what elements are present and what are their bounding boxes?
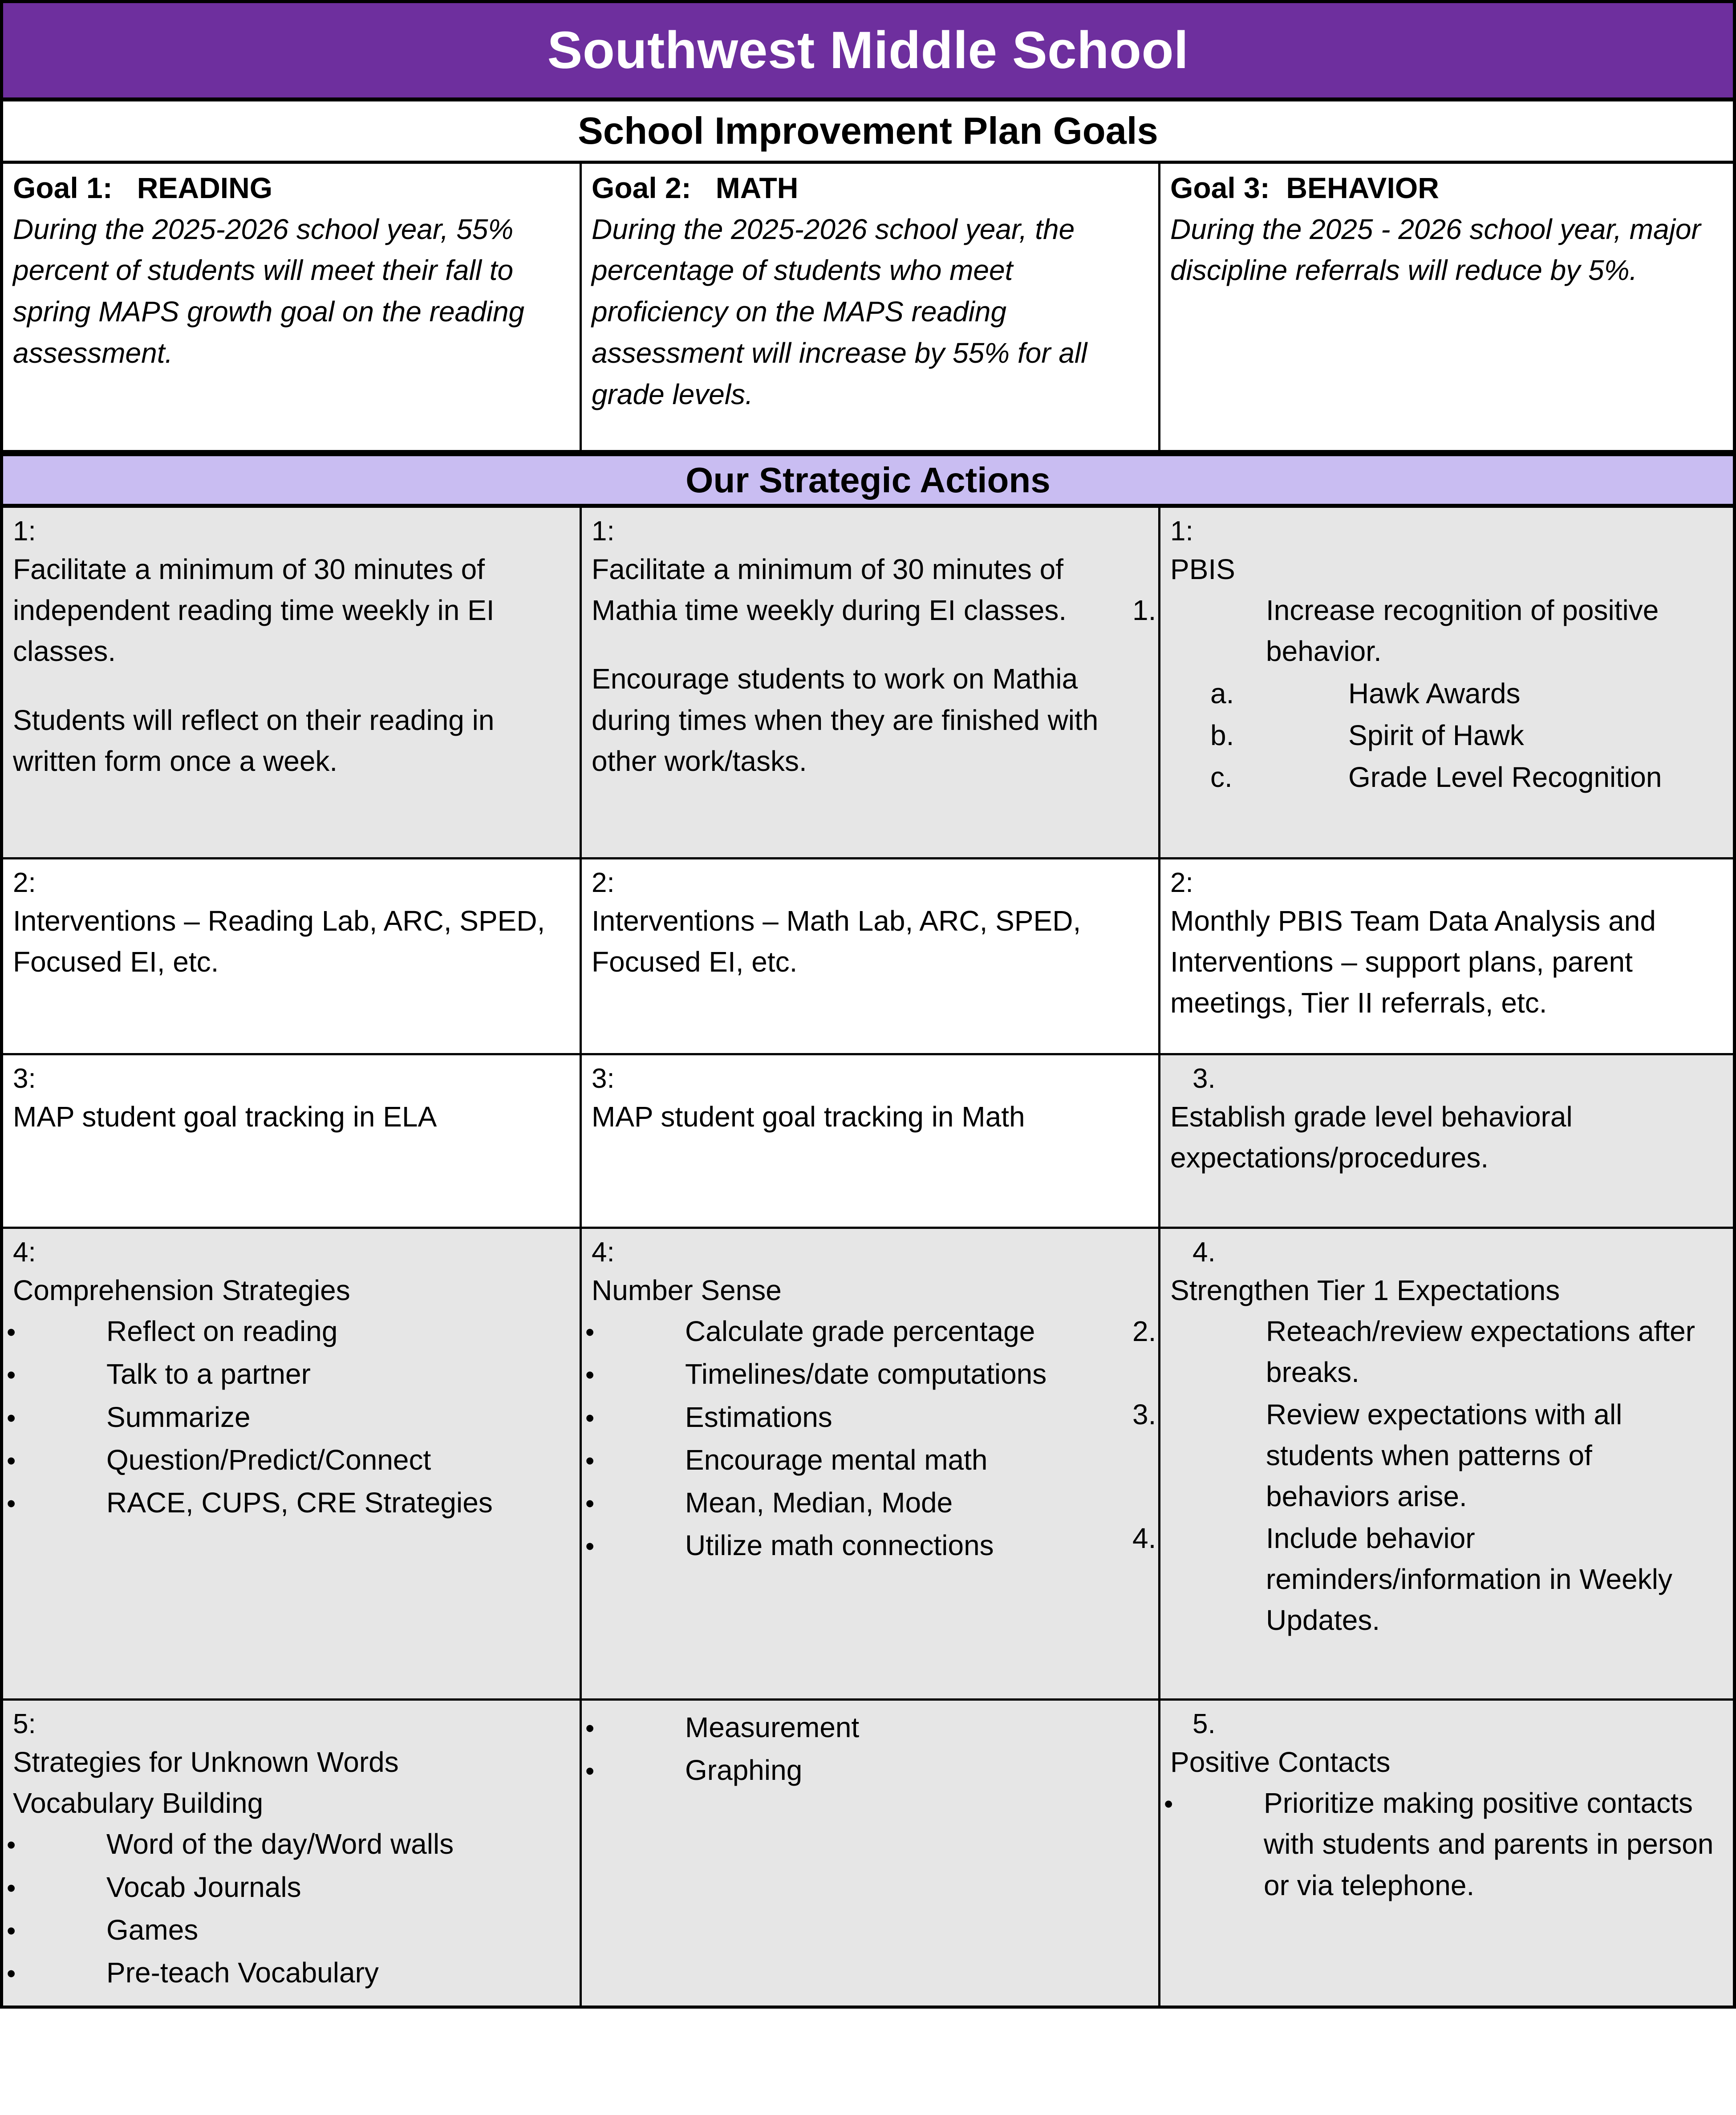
list-text: Grade Level Recognition (1348, 761, 1662, 793)
action-row-3 (3, 1055, 1733, 1229)
math-strategy-list (592, 1311, 1148, 1566)
action-number: 4: (13, 1237, 36, 1268)
list-marker: 3. (1132, 1398, 1156, 1430)
action-number: 1: (592, 516, 615, 547)
behavior-alpha-list (1170, 673, 1723, 798)
school-name-title: Southwest Middle School (547, 21, 1189, 80)
list-item (1170, 757, 1723, 798)
action-number: 5: (13, 1709, 36, 1739)
goal-cell-behavior (1160, 164, 1733, 452)
action-text: MAP student goal tracking in ELA (13, 1101, 437, 1133)
list-item: • Vocab Journals (13, 1867, 570, 1908)
action-cell-reading-2 (3, 859, 582, 1055)
action-number: 4. (1192, 1237, 1216, 1268)
action-text: Facilitate a minimum of 30 minutes of independent reading time weekly in EI classes. (13, 553, 495, 668)
action-cell-reading-1 (3, 508, 582, 859)
action-text: Facilitate a minimum of 30 minutes of Mathia time weekly during EI classes. (592, 553, 1067, 627)
goal-2-description: During the 2025-2026 school year, the percentage of students who meet proficiency on the MAPS reading assessment will increase by 55% for all grade levels. (592, 213, 1087, 410)
action-number: 4: (592, 1237, 615, 1268)
school-name-banner (0, 0, 1736, 101)
action-heading: PBIS (1170, 553, 1235, 586)
action-number: 3: (592, 1063, 615, 1094)
goal-1-title: Goal 1: READING (13, 171, 273, 204)
list-item: • Graphing (592, 1750, 1148, 1791)
action-heading: Positive Contacts (1170, 1746, 1391, 1779)
action-cell-math-5 (582, 1701, 1160, 2006)
action-heading: Comprehension Strategies (13, 1274, 350, 1307)
action-number: 1: (13, 516, 36, 547)
plan-title-banner (0, 101, 1736, 164)
goal-cell-reading (3, 164, 582, 452)
action-row-5 (3, 1701, 1733, 2006)
action-row-2 (3, 859, 1733, 1055)
list-marker: a. (1210, 677, 1234, 709)
action-text: Establish grade level behavioral expectations/procedures. (1170, 1101, 1573, 1174)
action-text: Interventions – Math Lab, ARC, SPED, Focused EI, etc. (592, 905, 1081, 978)
action-text: MAP student goal tracking in Math (592, 1101, 1025, 1133)
list-item: • Talk to a partner (13, 1353, 570, 1394)
list-item: • Summarize (13, 1397, 570, 1438)
list-item: • Question/Predict/Connect (13, 1439, 570, 1480)
list-item: • Pre-teach Vocabulary (13, 1952, 570, 1993)
action-cell-math-2 (582, 859, 1160, 1055)
goal-3-title: Goal 3: BEHAVIOR (1170, 171, 1439, 204)
action-cell-math-4 (582, 1229, 1160, 1701)
action-number: 3. (1192, 1063, 1216, 1094)
goal-1-description: During the 2025-2026 school year, 55% percent of students will meet their fall to spring MAPS growth goal on the reading assessment. (13, 213, 525, 369)
list-item: • Estimations (592, 1397, 1148, 1438)
list-text: Hawk Awards (1348, 677, 1521, 709)
list-item: • Measurement (592, 1707, 1148, 1748)
goal-cell-math (582, 164, 1160, 452)
list-item: • Encourage mental math (592, 1439, 1148, 1480)
list-text: Review expectations with all students when patterns of behaviors arise. (1266, 1398, 1622, 1512)
list-item: • Utilize math connections (592, 1525, 1148, 1566)
list-item: • Mean, Median, Mode (592, 1482, 1148, 1523)
action-number: 2: (1170, 867, 1193, 898)
action-cell-math-3 (582, 1055, 1160, 1229)
list-text: Include behavior reminders/information in Weekly Updates. (1266, 1522, 1672, 1637)
plan-title: School Improvement Plan Goals (578, 110, 1158, 152)
action-number: 2: (592, 867, 615, 898)
vocabulary-strategy-list (13, 1823, 570, 1993)
action-cell-behavior-2 (1160, 859, 1733, 1055)
action-heading-line-2: Vocabulary Building (13, 1787, 264, 1819)
list-item: • Games (13, 1909, 570, 1950)
list-item: • Prioritize making positive contacts with students and parents in person or via telephone. (1170, 1783, 1723, 1905)
strategic-actions-title: Our Strategic Actions (685, 460, 1051, 500)
list-marker: 1. (1132, 594, 1156, 627)
action-cell-math-1 (582, 508, 1160, 859)
goal-2-title: Goal 2: MATH (592, 171, 799, 204)
action-cell-behavior-5 (1160, 1701, 1733, 2006)
action-heading-line-1: Strategies for Unknown Words (13, 1746, 399, 1779)
goal-3-description: During the 2025 - 2026 school year, major discipline referrals will reduce by 5%. (1170, 213, 1701, 287)
behavior-numbered-list (1132, 590, 1723, 672)
action-text: Interventions – Reading Lab, ARC, SPED, Focused EI, etc. (13, 905, 545, 978)
list-text: Reteach/review expectations after breaks. (1266, 1315, 1695, 1389)
list-item (1170, 673, 1723, 714)
action-number: 1: (1170, 516, 1193, 547)
action-number: 3: (13, 1063, 36, 1094)
list-item (1132, 1394, 1723, 1517)
action-cell-reading-4 (3, 1229, 582, 1701)
list-item: • Word of the day/Word walls (13, 1823, 570, 1864)
action-cell-reading-5 (3, 1701, 582, 2006)
list-marker: c. (1210, 761, 1233, 793)
list-item (1132, 590, 1723, 672)
paragraph-spacer (592, 631, 1148, 658)
list-text: Spirit of Hawk (1348, 719, 1524, 751)
list-item: • Timelines/date computations (592, 1353, 1148, 1394)
list-item (1170, 715, 1723, 756)
list-item (1132, 1311, 1723, 1393)
list-item (1132, 1518, 1723, 1641)
math-strategy-list-continued (592, 1707, 1148, 1791)
action-text: Monthly PBIS Team Data Analysis and Interventions – support plans, parent meetings, Tier II referrals, etc. (1170, 905, 1656, 1019)
goals-and-actions-grid (0, 164, 1736, 2009)
action-cell-reading-3 (3, 1055, 582, 1229)
positive-contacts-list (1170, 1783, 1723, 1905)
action-heading: Strengthen Tier 1 Expectations (1170, 1274, 1560, 1307)
action-cell-behavior-3 (1160, 1055, 1733, 1229)
strategic-actions-banner (3, 452, 1733, 508)
list-marker: b. (1210, 719, 1234, 751)
list-marker: 2. (1132, 1315, 1156, 1348)
list-item: • RACE, CUPS, CRE Strategies (13, 1482, 570, 1523)
action-text-2: Encourage students to work on Mathia during times when they are finished with other work/tasks. (592, 663, 1099, 777)
action-cell-behavior-1 (1132, 508, 1733, 859)
goals-row (3, 164, 1733, 452)
action-text-2: Students will reflect on their reading in written form once a week. (13, 704, 495, 777)
list-text: Increase recognition of positive behavior. (1266, 594, 1659, 668)
action-heading: Number Sense (592, 1274, 782, 1307)
behavior-numbered-list (1132, 1311, 1723, 1641)
list-item: • Reflect on reading (13, 1311, 570, 1352)
action-row-1 (3, 508, 1733, 859)
action-row-4 (3, 1229, 1733, 1701)
action-number: 2: (13, 867, 36, 898)
list-marker: 4. (1132, 1522, 1156, 1555)
action-number: 5. (1192, 1709, 1216, 1739)
action-cell-behavior-4 (1132, 1229, 1733, 1701)
list-item: • Calculate grade percentage (592, 1311, 1148, 1352)
reading-strategy-list (13, 1311, 570, 1523)
paragraph-spacer (13, 672, 570, 700)
